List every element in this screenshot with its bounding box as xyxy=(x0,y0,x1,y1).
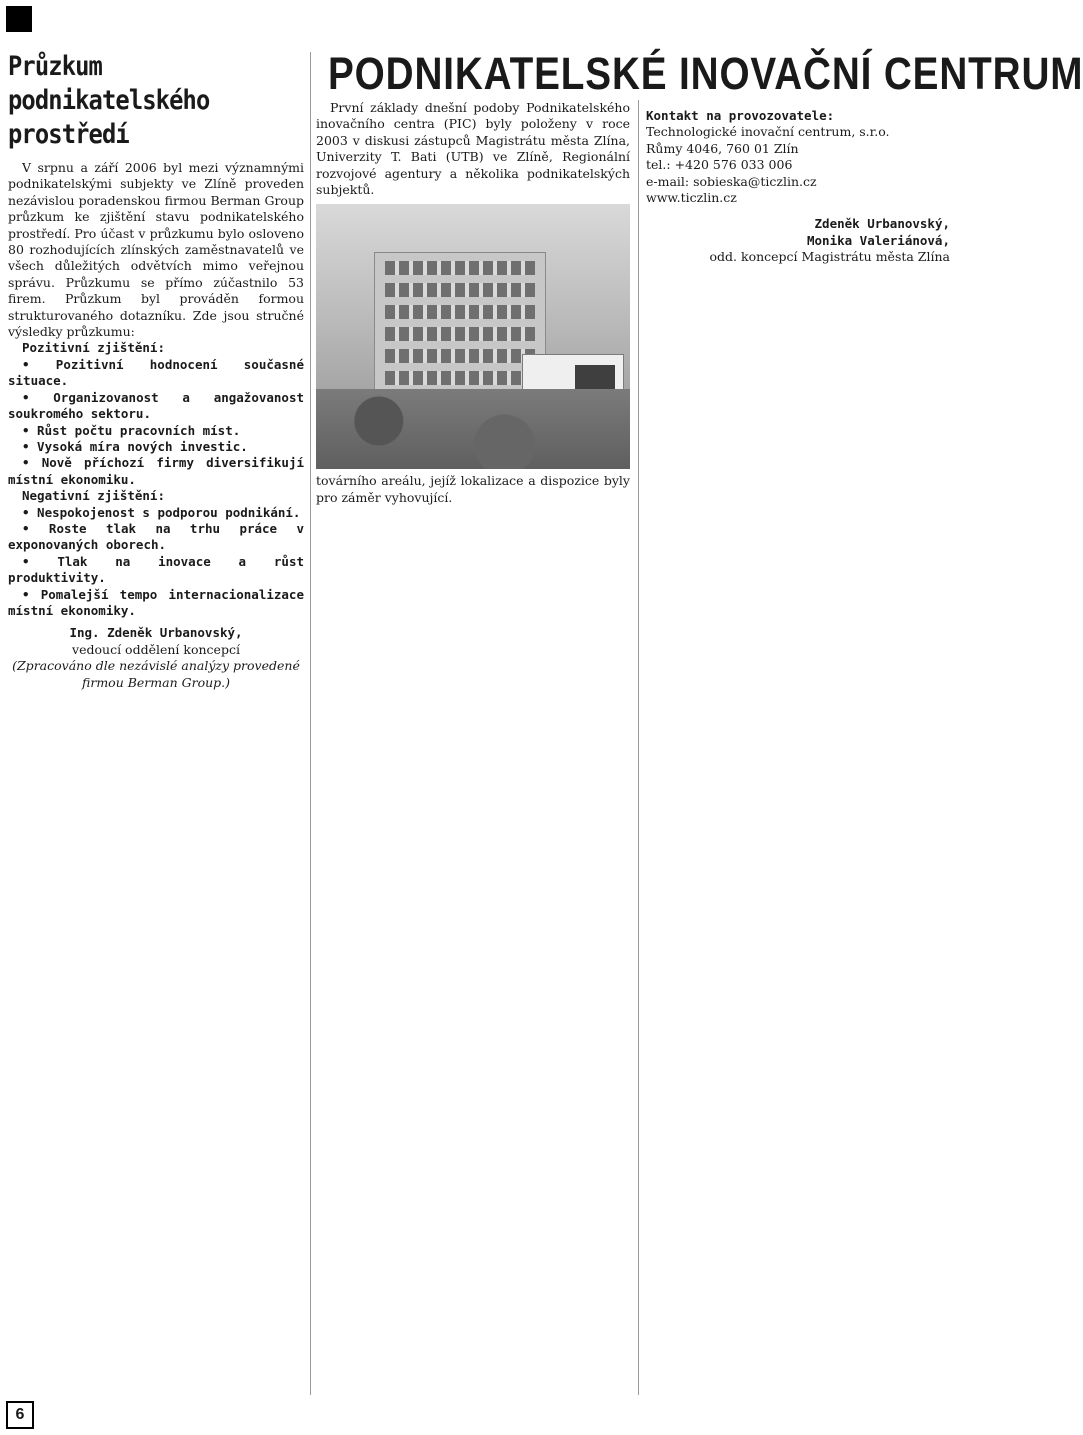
main-article-right-column xyxy=(646,100,950,266)
contact-phone: tel.: +420 576 033 006 xyxy=(646,157,793,173)
contact-web-link[interactable]: www.ticzlin.cz xyxy=(646,190,737,206)
left-bullet: • Organizovanost a angažovanost soukromého sektoru. xyxy=(8,389,304,422)
column-divider-left xyxy=(310,52,311,1395)
authors-role: odd. koncepcí Magistrátu města Zlína xyxy=(709,249,950,265)
middle-paragraph: První základy dnešní podoby Podnikatelského inovačního centra (PIC) byly položeny v roce 2003 v diskusi zástupců Magistrátu města Zlína, Univerzity T. Bati (UTB) ve Zlíně, Regionální rozvojové agentury a několika podnikatelských subjektů. xyxy=(316,100,630,198)
left-subheading-positive: Pozitivní zjištění: xyxy=(22,340,165,356)
left-source-note: (Zpracováno dle nezávislé analýzy provedené firmou Berman Group.) xyxy=(12,658,300,690)
left-bullet: • Pozitivní hodnocení současné situace. xyxy=(8,356,304,389)
page-number: 6 xyxy=(6,1401,34,1429)
left-bullet: • Nespokojenost s podporou podnikání. xyxy=(22,504,301,520)
author-name: Monika Valeriánová, xyxy=(807,232,950,248)
main-article-title: PODNIKATELSKÉ INOVAČNÍ CENTRUM xyxy=(328,48,1083,99)
left-bullet: • Roste tlak na trhu práce v exponovaných oborech. xyxy=(8,520,304,553)
left-bullet: • Tlak na inovace a růst produktivity. xyxy=(8,553,304,586)
contact-block xyxy=(646,108,950,206)
main-article-middle-column xyxy=(316,100,630,506)
column-divider-right xyxy=(638,100,639,1395)
pic-building-photo xyxy=(316,204,630,469)
contact-org: Technologické inovační centrum, s.r.o. xyxy=(646,124,890,140)
middle-column-bottom xyxy=(316,473,630,506)
trees-foreground xyxy=(316,389,630,469)
left-bullet: • Růst počtu pracovních míst. xyxy=(22,422,241,438)
left-bullet: • Vysoká míra nových investic. xyxy=(22,438,248,454)
contact-address: Růmy 4046, 760 01 Zlín xyxy=(646,140,799,156)
left-subheading-negative: Negativní zjištění: xyxy=(22,488,165,504)
main-article-signature xyxy=(646,216,950,265)
middle-column-top xyxy=(316,100,630,198)
contact-heading: Kontakt na provozovatele: xyxy=(646,108,835,123)
left-author: Ing. Zdeněk Urbanovský, xyxy=(69,625,243,641)
left-author-role: vedoucí oddělení koncepcí xyxy=(72,641,240,657)
left-bullet: • Pomalejší tempo internacionalizace místní ekonomiky. xyxy=(8,586,304,618)
author-name: Zdeněk Urbanovský, xyxy=(814,216,950,232)
eu-flag-icon xyxy=(575,365,615,391)
corner-marker xyxy=(6,6,32,32)
left-article-title: Průzkum podnikatelského prostředí xyxy=(8,51,210,150)
left-article xyxy=(8,50,304,691)
left-bullet: • Nově příchozí firmy diversifikují místní ekonomiku. xyxy=(8,455,304,487)
left-paragraph: V srpnu a září 2006 byl mezi významnými podnikatelskými subjekty ve Zlíně proveden nezávislou poradenskou firmou Berman Group průzkum ke zjištění stavu podnikatelského prostředí. Pro účast v průzkumu bylo osloveno 80 rozhodujících zlínských zaměstnavatelů ve všech důležitých odvětvích mimo veřejnou správu. Průzkumu se přímo zúčastnilo 53 firem. Průzkum byl prováděn formou strukturovaného dotazníku. Zde jsou stručné výsledky průzkumu: xyxy=(8,160,304,340)
contact-email[interactable]: e-mail: sobieska@ticzlin.cz xyxy=(646,173,817,189)
left-article-body xyxy=(8,160,304,691)
middle-paragraph: továrního areálu, jejíž lokalizace a dispozice byly pro záměr vyhovující. xyxy=(316,473,630,505)
